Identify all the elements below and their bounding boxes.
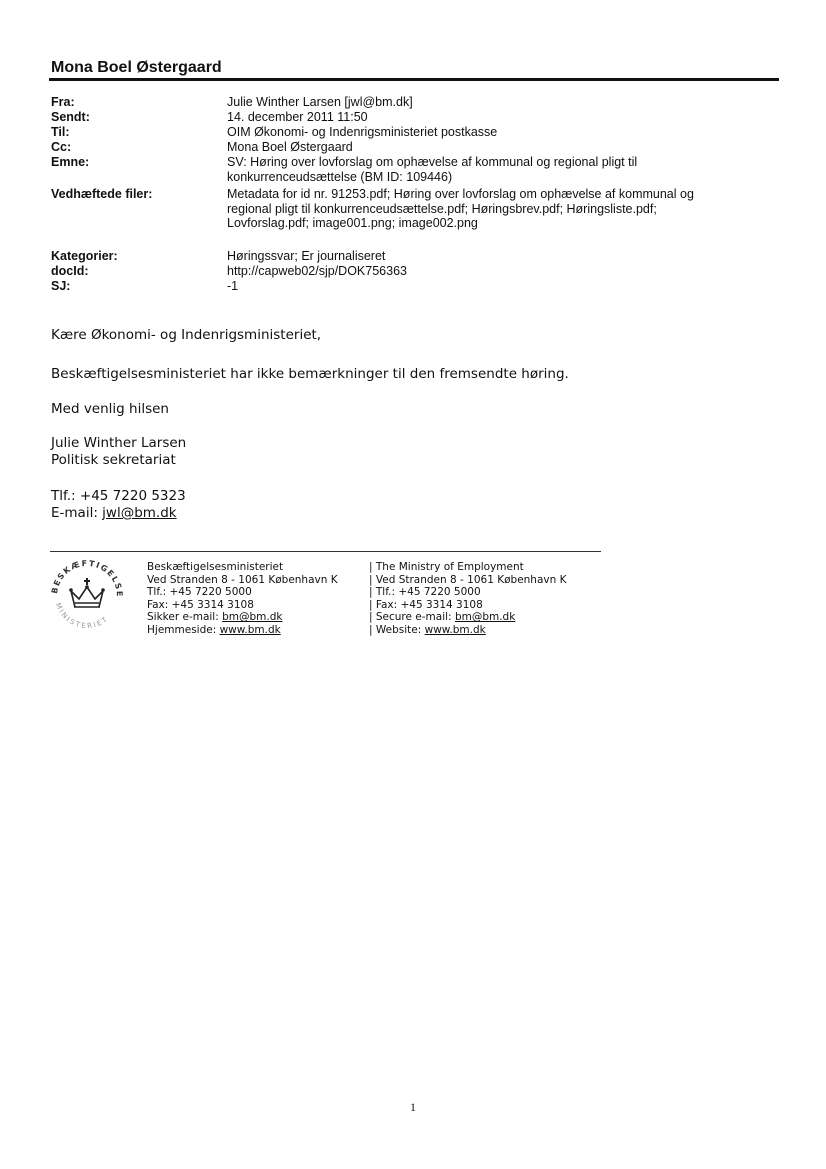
svg-text:BESKÆFTIGELSES: BESKÆFTIGELSE [49,558,125,599]
attachments-line: Metadata for id nr. 91253.pdf; Høring over lovforslag om ophævelse af kommunal og [227,187,694,201]
ministry-name-en: | The Ministry of Employment [369,561,524,573]
attachments-label: Vedhæftede filer: [51,187,153,201]
categories-label: Kategorier: [51,249,118,263]
greeting: Kære Økonomi- og Indenrigsministeriet, [51,327,322,343]
attachments-value [227,187,767,231]
subject-line: SV: Høring over lovforslag om ophævelse af kommunal og regional pligt til [227,155,638,169]
attachments-line: Lovforslag.pdf; image001.png; image002.png [227,216,478,230]
categories-value: Høringssvar; Er journaliseret [227,249,386,263]
website-da-link[interactable]: www.bm.dk [219,623,281,636]
sent-label: Sendt: [51,110,90,124]
sender-department: Politisk sekretariat [51,452,176,468]
to-label: Til: [51,125,70,139]
subject-value [227,155,767,184]
secure-email-en-prefix: | Secure e-mail: [369,611,455,624]
address-en: | Ved Stranden 8 - 1061 København K [369,573,567,586]
phone-da: Tlf.: +45 7220 5000 [147,586,252,599]
to-value: OIM Økonomi- og Indenrigsministeriet postkasse [227,125,498,139]
secure-email-en-line [369,611,567,624]
signature-divider [50,551,601,552]
website-da-prefix: Hjemmeside: [147,623,220,636]
sj-value: -1 [227,279,239,293]
sender-name: Julie Winther Larsen [51,435,187,451]
phone-en: | Tlf.: +45 7220 5000 [369,586,481,599]
subject-label: Emne: [51,155,90,169]
ministry-name-da: Beskæftigelsesministeriet [147,561,284,573]
fax-da: Fax: +45 3314 3108 [147,598,254,611]
sent-value: 14. december 2011 11:50 [227,110,368,124]
secure-email-da-link[interactable]: bm@bm.dk [222,611,283,624]
sender-phone: Tlf.: +45 7220 5323 [51,488,186,504]
crown-seal-icon [44,553,130,639]
secure-email-en-link[interactable]: bm@bm.dk [454,611,516,624]
website-en-prefix: | Website: [369,623,425,636]
sj-label: SJ: [51,279,71,293]
docid-value: http://capweb02/sjp/DOK756363 [227,264,407,278]
title-divider [49,78,779,81]
from-value: Julie Winther Larsen [jwl@bm.dk] [227,95,413,109]
sender-email-link[interactable]: jwl@bm.dk [102,505,177,521]
website-en-link[interactable]: www.bm.dk [424,623,486,636]
page-number: 1 [410,1100,416,1114]
docid-label: docId: [51,264,89,278]
attachments-line: regional pligt til konkurrenceudsættelse.pdf; Høringsbrev.pdf; Høringsliste.pdf; [227,201,657,216]
from-label: Fra: [51,95,75,109]
address-da: Ved Stranden 8 - 1061 København K [147,573,338,586]
website-en-line [369,624,567,637]
svg-text:MINISTERIET: MINISTERIET [53,601,111,631]
signature-english [369,561,567,637]
sender-email-prefix: E-mail: [51,505,103,521]
secure-email-da-line [147,611,338,624]
message-text: Beskæftigelsesministeriet har ikke bemærkninger til den fremsendte høring. [51,366,569,382]
subject-line: konkurrenceudsættelse (BM ID: 109446) [227,169,453,184]
cc-label: Cc: [51,140,72,154]
sender-email-line [51,505,177,522]
ministry-seal-logo [44,553,130,639]
fax-en: | Fax: +45 3314 3108 [369,598,483,611]
cc-value: Mona Boel Østergaard [227,140,353,154]
closing: Med venlig hilsen [51,401,169,417]
secure-email-da-prefix: Sikker e-mail: [147,611,223,624]
website-da-line [147,624,338,637]
page-title: Mona Boel Østergaard [51,59,222,76]
signature-danish [147,561,338,637]
